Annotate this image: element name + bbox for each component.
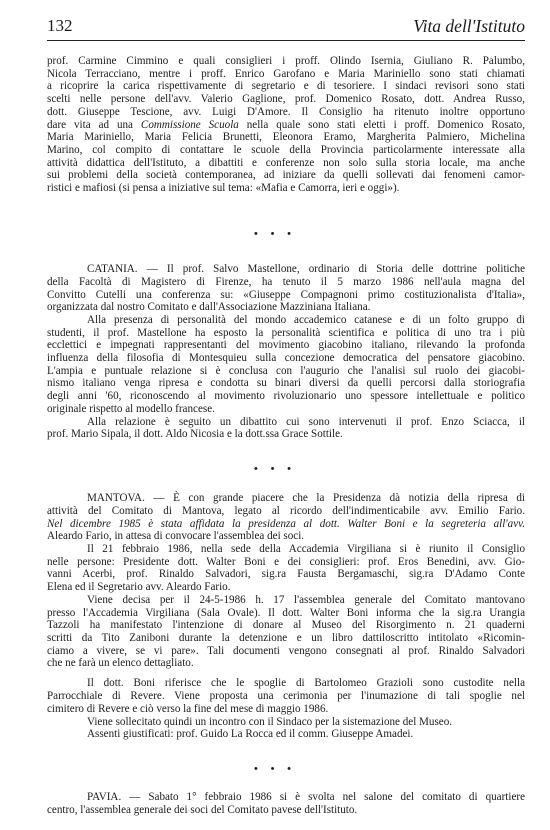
page-number: 132 (47, 16, 73, 35)
text-line: ristici e mafiosi (si pensa a iniziative sul tema: «Mafia e Camorra, ieri e oggi»). (47, 182, 400, 194)
text-line: Alla presenza di personalità del mondo accademico catanese e di un folto gruppo di (87, 314, 525, 326)
text-line: Tazzoli ha manifestato l'intenzione di donare al Museo del Risorgimento n. 21 quaderni (47, 619, 525, 631)
text-line: prof. Carmine Cimmino e quali consiglieri i proff. Olindo Isernia, Giuliano R. Palumbo, (47, 55, 525, 67)
text-line: L'ampia e puntuale relazione si è conclusa con l'augurio che l'analisi sul ruolo dei giacobi- (47, 365, 525, 377)
text-line: attività del Comitato di Mantova, legato al ricordo dell'indimenticabile avv. Emilio Fario. (47, 505, 525, 517)
text-line: Nel dicembre 1985 è stata affidata la presidenza al dott. Walter Boni e la segreteria all'avv. (47, 518, 525, 530)
text-line: Aleardo Fario, in attesa di convocare l'assemblea dei soci. (47, 530, 305, 542)
text-line: studenti, il prof. Mastellone ha esposto la personalità scientifica e politica di uno tra i più (47, 327, 525, 339)
text-line: organizzata dal nostro Comitato e dall'Associazione Mazziniana Italiana. (47, 301, 371, 313)
text-line: Il dott. Boni riferisce che le spoglie di Bartolomeo Grazioli sono custodite nella (87, 677, 525, 689)
text-line: Viene decisa per il 24-5-1986 h. 17 l'assemblea generale del Comitato mantovano (87, 594, 525, 606)
text-line: Marino, col compito di contattare le scuole della Provincia particolarmente interessate alla (47, 144, 525, 156)
running-title: Vita dell'Istituto (413, 16, 525, 36)
text-line: che ne farà un elenco dettagliato. (47, 657, 194, 669)
text-line: prof. Mario Sipala, il dott. Aldo Nicosia e la dott.ssa Grace Sottile. (47, 428, 343, 440)
text-line: Parrocchiale di Revere. Viene proposta una cerimonia per l'inumazione di tali spoglie nel (47, 690, 525, 702)
text-line: dott. Giuseppe Tescione, avv. Luigi D'Amore. Il Consiglio ha ritenuto inoltre opportuno (47, 106, 525, 118)
text-line: cimitero di Revere e ciò verso la fine del mese di maggio 1986. (47, 703, 329, 715)
text-line: Nicola Terracciano, mentre i proff. Enrico Garofano e Maria Mariniello sono stati chiamati (47, 68, 525, 80)
text-line: scelti nelle persone dell'avv. Valerio Gaglione, prof. Domenico Rosato, dott. Andrea Russo, (47, 93, 525, 105)
section-heading-mantova: MANTOVA. — È con grande piacere che la Presidenza dà notizia della ripresa di (87, 492, 525, 504)
text-line: centro, l'assemblea generale dei soci del Comitato pavese dell'Istituto. (47, 804, 358, 816)
text-line: Viene sollecitato quindi un incontro con il Sindaco per la sistemazione del Museo. (87, 716, 453, 728)
section-separator: • • • (253, 228, 297, 240)
text-line: Il 21 febbraio 1986, nella sede della Accademia Virgiliana si è riunito il Consiglio (87, 543, 525, 555)
text-line: ecclettici e impegnati rappresentanti del movimento giacobino italiano, rilevando la profonda (47, 339, 525, 351)
text-line: originale rispetto al modello francese. (47, 403, 215, 415)
text-line: Maria Mariniello, Maria Felicia Brunetti, Eleonora Eramo, Margherita Palmiero, Michelina (47, 131, 525, 143)
text-line: Assenti giustificati: prof. Guido La Rocca ed il comm. Giuseppe Amadei. (87, 728, 414, 740)
text-line: nelle persone: Presidente dott. Walter Boni e dei consiglieri: prof. Eros Benedini, avv. Gio- (47, 556, 525, 568)
section-heading-catania: CATANIA. — Il prof. Salvo Mastellone, ordinario di Storia delle dottrine politiche (87, 263, 525, 275)
text-line: presso l'Accademia Virgiliana (Sala Ovale). Il dott. Walter Boni informa che la sig.ra Urangia (47, 607, 525, 619)
section-separator: • • • (253, 763, 297, 775)
text-line: nismo italiano venga ripresa e condotta su binari diversi da quelli percorsi dalla storiografia (47, 377, 525, 389)
text-line: vanni Acerbi, prof. Rinaldo Salvadori, sig.ra Fausta Bergamaschi, sig.ra D'Adamo Conte (47, 568, 525, 580)
text-line: dare vita ad una Commissione Scuola nella quale sono stati eletti i proff. Domenico Rosato, (47, 119, 525, 131)
text-line: attività didattica dell'Istituto, a dibattiti e conferenze non solo sulla storia locale, ma anche (47, 157, 525, 169)
text-line: Elena ed il Segretario avv. Aleardo Fario. (47, 581, 231, 593)
text-line: Convitto Cutelli una conferenza su: «Giuseppe Compagnoni primo costituzionalista d'Italia», (47, 289, 525, 301)
text-line: ciamo a vivere, se vi pare». Tali documenti vengono consegnati al prof. Rinaldo Salvadori (47, 645, 525, 657)
text-line: degli anni '60, riconoscendo al movimento rivoluzionario uno spessore intellettuale e politico (47, 390, 525, 402)
text-line: scritti da Tito Zaniboni durante la detenzione e un libro dattiloscritto intitolato «Ricomin- (47, 632, 525, 644)
section-separator: • • • (253, 463, 297, 475)
italic-phrase: Commissione Scuola (140, 119, 239, 131)
text-line: della Facoltà di Magistero di Firenze, ha tenuto il 5 marzo 1986 nell'aula magna del (47, 276, 525, 288)
text-line: influenza della filosofia di Montesquieu sulla concezione democratica del pensatore giacobino. (47, 352, 525, 364)
text-line: sui problemi della società contemporanea, ad iniziare da quelli sollevati dai fenomeni camor- (47, 169, 525, 181)
section-heading-pavia: PAVIA. — Sabato 1° febbraio 1986 si è svolta nel salone del comitato di quartiere (87, 791, 525, 803)
header-rule (47, 40, 525, 41)
text-line: Alla relazione è seguito un dibattito cui sono intervenuti il prof. Enzo Sciacca, il (87, 416, 525, 428)
text-line: a ricoprire la carica rispettivamente di segretario e di tesoriere. I sindaci revisori sono stati (47, 80, 525, 92)
page-header (47, 14, 525, 40)
